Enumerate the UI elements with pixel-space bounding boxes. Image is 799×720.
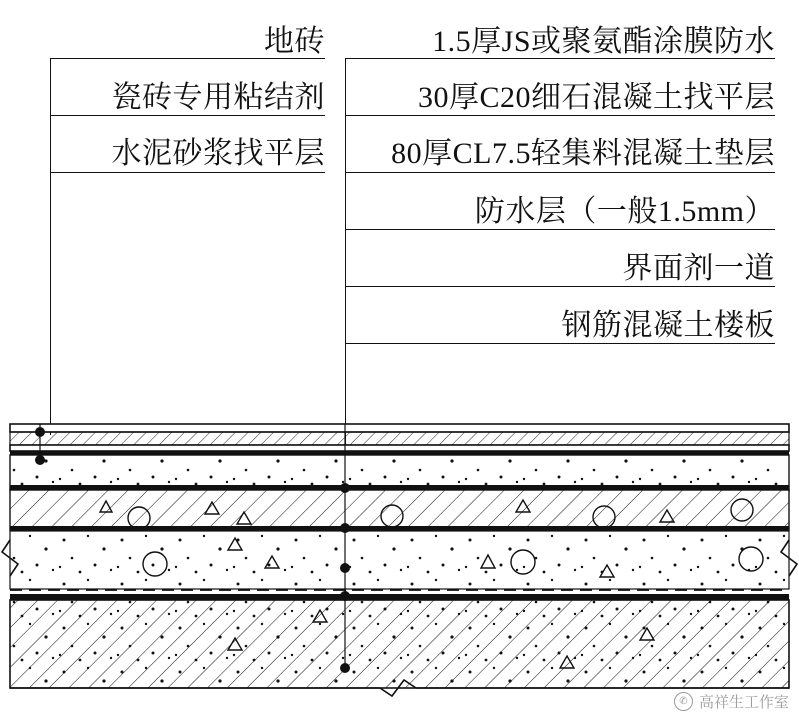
watermark (674, 691, 789, 712)
callout-rule-left-3 (50, 172, 325, 173)
callout-rule-right-3 (345, 172, 775, 173)
callout-rule-right-4 (345, 229, 775, 230)
layer-c20-fine-concrete-screed (10, 455, 789, 491)
callout-label-cement-mortar-leveling: 水泥砂浆找平层 (111, 137, 325, 170)
callout-label-floor-tile: 地砖 (264, 25, 325, 58)
callout-label-c20-fine-concrete: 30厚C20细石混凝土找平层 (417, 81, 775, 114)
layer-reinforced-concrete-slab (10, 600, 789, 688)
callout-rule-left-2 (50, 115, 325, 116)
watermark-text: 高祥生工作室 (698, 694, 789, 711)
callout-rule-right-6 (345, 343, 775, 344)
layer-cl75-lightweight-concrete-cushion (10, 490, 789, 531)
layer-aggregate-fill (10, 531, 789, 589)
callout-label-interface-agent: 界面剂一道 (622, 252, 775, 285)
leader-line-left (50, 58, 51, 435)
layer-interface-agent (10, 594, 789, 600)
layer-tile-adhesive (10, 432, 789, 445)
wechat-icon: ✆ (674, 692, 693, 711)
callout-label-cl75-lightweight-concrete: 80厚CL7.5轻集料混凝土垫层 (391, 137, 775, 170)
layer-cement-mortar (10, 445, 789, 451)
callout-rule-right-1 (345, 58, 775, 59)
layer-floor-tile (10, 424, 789, 432)
callout-label-waterproof-layer: 防水层（一般1.5mm） (474, 195, 775, 228)
callout-rule-right-2 (345, 115, 775, 116)
callout-rule-left-1 (50, 58, 325, 59)
wall-floor-section-drawing (0, 400, 799, 720)
callout-label-reinforced-concrete-slab: 钢筋混凝土楼板 (561, 309, 775, 342)
callout-label-tile-adhesive: 瓷砖专用粘结剂 (111, 81, 325, 114)
callout-rule-right-5 (345, 286, 775, 287)
callout-label-js-waterproof: 1.5厚JS或聚氨酯涂膜防水 (432, 25, 775, 58)
